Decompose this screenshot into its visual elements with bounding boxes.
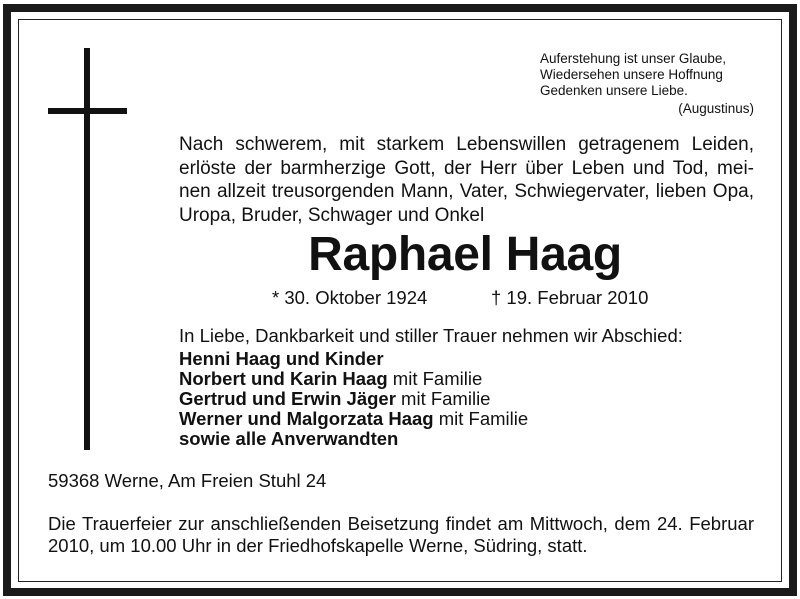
intro-line: erlöste der barmherzige Gott, der Herr über Leben und Tod, mei- (179, 157, 754, 179)
service-line: Die Trauerfeier zur anschließenden Beisetzung findet am Mittwoch, dem (48, 513, 651, 534)
mourner-row (179, 409, 528, 429)
motto-source: (Augustinus) (678, 101, 754, 116)
mourner-name: Werner und Malgorzata Haag (179, 408, 434, 429)
funeral-service-notice (48, 513, 754, 557)
mourner-name: Norbert und Karin Haag (179, 368, 388, 389)
intro-text (179, 133, 754, 227)
mourner-name: Gertrud und Erwin Jäger (179, 388, 396, 409)
deceased-name: Raphael Haag (308, 228, 622, 281)
mourners-list (179, 349, 528, 449)
mourner-suffix: mit Familie (433, 408, 529, 429)
intro-line: nen allzeit treusorgenden Mann, Vater, Schwiegervater, lieben (179, 181, 707, 202)
mourner-row (179, 349, 528, 369)
mourner-row (179, 389, 528, 409)
motto-line: Gedenken unsere Liebe. (540, 83, 688, 98)
motto-line: Wiedersehen unsere Hoffnung (540, 67, 723, 82)
death-date: † 19. Februar 2010 (491, 287, 649, 308)
birth-date: * 30. Oktober 1924 (272, 287, 428, 308)
mourner-name: Henni Haag und Kinder (179, 348, 384, 369)
mourner-suffix: mit Familie (387, 368, 483, 389)
family-address: 59368 Werne, Am Freien Stuhl 24 (48, 470, 327, 491)
farewell-text: In Liebe, Dankbarkeit und stiller Trauer nehmen wir Abschied: (179, 325, 683, 346)
mourner-name: sowie alle Anverwandten (179, 428, 399, 449)
intro-line: Opa, Uropa, Bruder, Schwager und Onkel (179, 181, 754, 226)
service-line: 24. Februar 2010, um 10.00 Uhr in der Friedhofskapelle Werne, Südring, statt. (48, 513, 754, 556)
mourner-suffix: mit Familie (395, 388, 491, 409)
motto-quote (540, 51, 754, 117)
cross-icon-horizontal-bar (48, 108, 127, 114)
intro-line: Nach schwerem, mit starkem Lebenswillen getragenem Leiden, (179, 134, 754, 155)
mourner-row (179, 369, 528, 389)
motto-line: Auferstehung ist unser Glaube, (540, 51, 727, 66)
mourner-row (179, 429, 528, 449)
